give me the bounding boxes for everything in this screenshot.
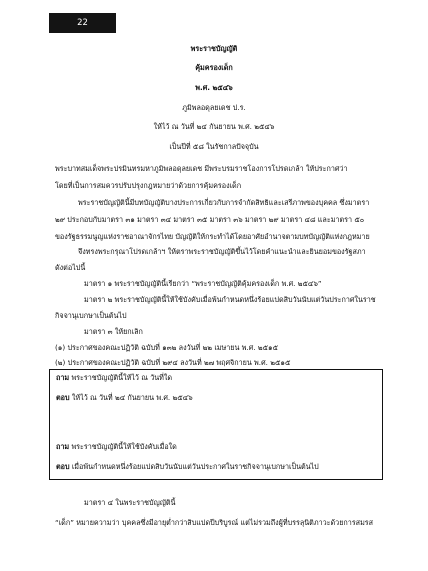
qa-box [49, 369, 383, 480]
section-3-item-1: (๑) ประกาศของคณะปฏิวัติ ฉบับที่ ๑๓๒ ลงวันที่ ๒๒ เมษายน พ.ศ. ๒๕๑๕ [55, 343, 279, 352]
answer-tag: ตอบ [56, 393, 70, 402]
rights-line-2: ๒๙ ประกอบกับมาตรา ๓๑ มาตรา ๓๔ มาตรา ๓๕ มาตรา ๓๖ มาตรา ๒๙ มาตรา ๔๘ และมาตรา ๕๐ [55, 215, 365, 224]
question-tag: ถาม [56, 373, 70, 382]
question-tag: ถาม [56, 442, 70, 451]
answer-text: เมื่อพ้นกำหนดหนึ่งร้อยแปดสิบวันนับแต่วันประกาศในราชกิจจานุเบกษาเป็นต้นไป [71, 462, 319, 471]
reign-year: เป็นปีที่ ๕๘ ในรัชกาลปัจจุบัน [169, 142, 259, 151]
act-year: พ.ศ. ๒๕๔๖ [195, 83, 233, 92]
child-definition: “เด็ก” หมายความว่า บุคคลซึ่งมีอายุต่ำกว่าสิบแปดปีบริบูรณ์ แต่ไม่รวมถึงผู้ที่บรรลุนิติภาวะด้วยการสมรส [55, 518, 374, 527]
page-number-badge: 22 [49, 13, 116, 33]
section-3-item-2: (๒) ประกาศของคณะปฏิวัติ ฉบับที่ ๒๙๔ ลงวันที่ ๒๗ พฤศจิกายน พ.ศ. ๒๕๑๕ [55, 358, 291, 367]
preamble-line-1: พระบาทสมเด็จพระปรมินทรมหาภูมิพลอดุลยเดช มีพระบรมราชโองการโปรดเกล้า ให้ประกาศว่า [55, 164, 348, 173]
preamble-line-2: โดยที่เป็นการสมควรปรับปรุงกฎหมายว่าด้วยการคุ้มครองเด็ก [55, 181, 242, 190]
given-date: ให้ไว้ ณ วันที่ ๒๔ กันยายน พ.ศ. ๒๕๔๖ [153, 122, 275, 131]
answer-tag: ตอบ [56, 462, 70, 471]
qa-answer-1 [56, 393, 193, 402]
question-text: พระราชบัญญัตินี้ให้ไว้ ณ วันที่ใด [71, 373, 173, 382]
act-title: พระราชบัญญัติ [190, 44, 238, 53]
question-text: พระราชบัญญัตินี้ให้ใช้บังคับเมื่อใด [71, 442, 177, 451]
rights-line-1: พระราชบัญญัตินี้มีบทบัญญัติบางประการเกี่ยวกับการจำกัดสิทธิและเสรีภาพของบุคคล ซึ่งมาตรา [78, 198, 370, 207]
qa-question-1 [56, 373, 172, 382]
qa-question-2 [56, 442, 177, 451]
king-name: ภูมิพลอดุลยเดช ป.ร. [182, 103, 246, 112]
qa-answer-2 [56, 462, 319, 471]
enact-line-1: จึงทรงพระกรุณาโปรดเกล้าฯ ให้ตราพระราชบัญญัติขึ้นไว้โดยคำแนะนำและยินยอมของรัฐสภา [78, 247, 366, 256]
act-subtitle: คุ้มครองเด็ก [195, 63, 233, 72]
section-2-line-2: กิจจานุเบกษาเป็นต้นไป [55, 311, 127, 320]
section-1: มาตรา ๑ พระราชบัญญัตินี้เรียกว่า “พระราชบัญญัติคุ้มครองเด็ก พ.ศ. ๒๕๔๖” [84, 279, 322, 288]
section-3: มาตรา ๓ ให้ยกเลิก [84, 327, 143, 336]
rights-line-3: ของรัฐธรรมนูญแห่งราชอาณาจักรไทย บัญญัติให้กระทำได้โดยอาศัยอำนาจตามบทบัญญัติแห่งกฎหมาย [55, 232, 370, 241]
section-4: มาตรา ๔ ในพระราชบัญญัตินี้ [84, 498, 176, 507]
section-2-line-1: มาตรา ๒ พระราชบัญญัตินี้ให้ใช้บังคับเมื่อพ้นกำหนดหนึ่งร้อยแปดสิบวันนับแต่วันประกาศในราช [84, 295, 376, 304]
answer-text: ให้ไว้ ณ วันที่ ๒๔ กันยายน พ.ศ. ๒๕๔๖ [71, 393, 193, 402]
enact-line-2: ดังต่อไปนี้ [55, 263, 86, 272]
